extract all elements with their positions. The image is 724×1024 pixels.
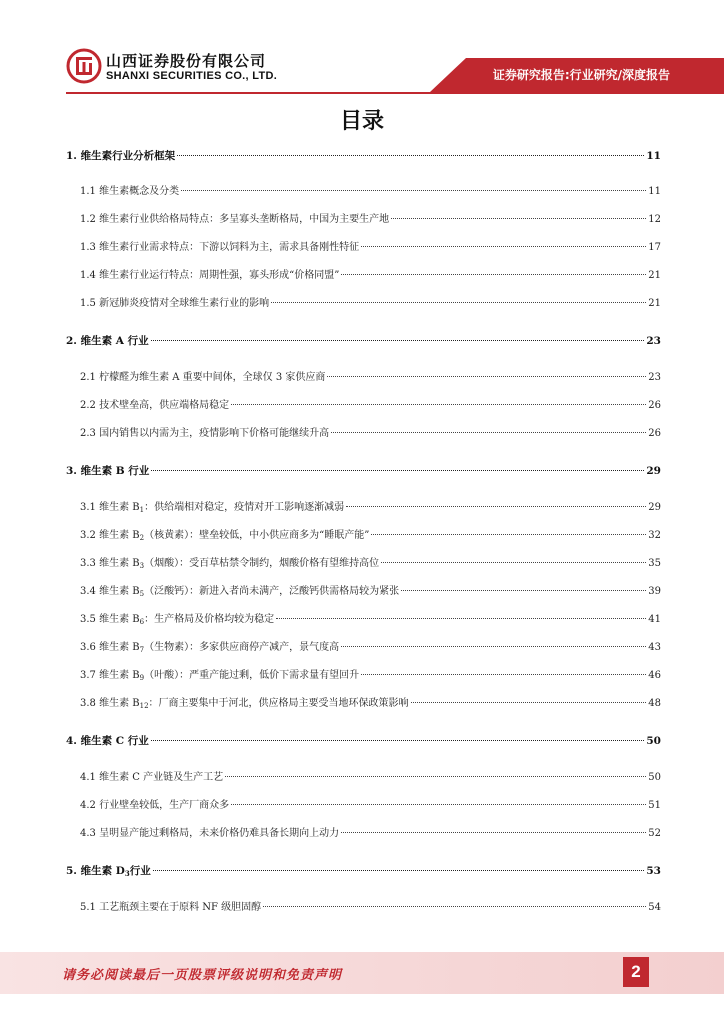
toc-dot-leader [346, 506, 646, 507]
toc-entry-text: 3. 维生素 B 行业 [66, 465, 150, 477]
toc-page-number: 29 [646, 465, 661, 477]
toc-entry-text: 1.4 维生素行业运行特点：周期性强，寡头形成“价格同盟” [80, 270, 340, 281]
toc-dot-leader [341, 832, 646, 833]
toc-chapter-entry[interactable] [66, 148, 661, 164]
toc-dot-leader [361, 246, 646, 247]
toc-chapter-entry[interactable] [66, 733, 661, 749]
toc-entry-subscript: 6 [139, 618, 145, 626]
toc-page-number: 51 [648, 800, 661, 811]
toc-section-entry[interactable] [80, 240, 661, 256]
toc-entry-subscript: 3 [124, 869, 130, 878]
toc-entry-text: 2.2 技术壁垒高，供应端格局稳定 [80, 400, 230, 411]
toc-dot-leader [231, 804, 646, 805]
toc-section-entry[interactable] [80, 370, 661, 386]
toc-page-number: 43 [648, 642, 661, 653]
toc-entry-text: 4.3 呈明显产能过剩格局，未来价格仍难具备长期向上动力 [80, 828, 340, 839]
toc-page-number: 12 [648, 214, 661, 225]
toc-dot-leader [151, 740, 645, 741]
toc-page-number: 32 [648, 530, 661, 541]
toc-entry-subscript: 3 [139, 562, 145, 570]
toc-page-number: 11 [648, 186, 661, 197]
toc-entry-subscript: 7 [139, 646, 145, 654]
toc-section-entry[interactable] [80, 798, 661, 814]
toc-entry-text: 3.8 维生素 $B_{12}$：厂商主要集中于河北，供应格局主要受当地环保政策影响 [80, 698, 409, 710]
toc-page-number: 21 [648, 298, 661, 309]
toc-dot-leader [331, 432, 646, 433]
toc-page-number: 26 [648, 428, 661, 439]
toc-dot-leader [231, 404, 646, 405]
page-number: 2 [623, 957, 649, 987]
toc-page-number: 54 [648, 902, 661, 913]
company-logo [66, 48, 102, 84]
toc-section-entry[interactable] [80, 268, 661, 284]
toc-entry-text: 3.6 维生素 $B_7$（生物素）：多家供应商停产减产，景气度高 [80, 642, 340, 654]
toc-dot-leader [381, 562, 646, 563]
toc-dot-leader [327, 376, 646, 377]
report-type-label: 证券研究报告:行业研究/深度报告 [492, 68, 670, 82]
company-name-cn: 山西证券股份有限公司 [106, 52, 267, 70]
toc-page-number: 26 [648, 400, 661, 411]
toc-page-number: 23 [648, 372, 661, 383]
toc-entry-text: 3.4 维生素 $B_5$（泛酸钙）：新进入者尚未满产，泛酸钙供需格局较为紧张 [80, 586, 400, 598]
toc-dot-leader [153, 870, 645, 871]
toc-entry-text: 4.2 行业壁垒较低，生产厂商众多 [80, 800, 230, 811]
toc-dot-leader [341, 274, 646, 275]
toc-section-entry[interactable] [80, 398, 661, 414]
toc-page-number: 39 [648, 586, 661, 597]
toc-entry-text: 4. 维生素 C 行业 [66, 735, 149, 747]
toc-entry-subscript: 12 [139, 702, 149, 710]
toc-section-entry[interactable] [80, 612, 661, 628]
toc-section-entry[interactable] [80, 584, 661, 600]
toc-page-number: 48 [648, 698, 661, 709]
toc-chapter-entry[interactable] [66, 863, 661, 879]
toc-section-entry[interactable] [80, 184, 661, 200]
toc-page-number: 52 [648, 828, 661, 839]
toc-chapter-entry[interactable] [66, 463, 661, 479]
toc-entry-text: 3.1 维生素 $B_1$：供给端相对稳定，疫情对开工影响逐渐减弱 [80, 502, 345, 514]
toc-section-entry[interactable] [80, 770, 661, 786]
toc-entry-subscript: 5 [139, 590, 145, 598]
toc-page-number: 29 [648, 502, 661, 513]
footer-disclaimer: 请务必阅读最后一页股票评级说明和免责声明 [62, 968, 343, 983]
toc-page-number: 21 [648, 270, 661, 281]
toc-entry-text: 1.5 新冠肺炎疫情对全球维生素行业的影响 [80, 298, 270, 309]
toc-dot-leader [276, 618, 646, 619]
toc-dot-leader [361, 674, 646, 675]
toc-entry-subscript: 1 [139, 506, 145, 514]
toc-dot-leader [263, 906, 646, 907]
toc-section-entry[interactable] [80, 696, 661, 712]
toc-section-entry[interactable] [80, 296, 661, 312]
toc-entry-text: 5. 维生素 $D_3$行业 [66, 865, 151, 878]
toc-section-entry[interactable] [80, 826, 661, 842]
toc-page-number: 35 [648, 558, 661, 569]
toc-section-entry[interactable] [80, 426, 661, 442]
toc-entry-text: 1.1 维生素概念及分类 [80, 186, 180, 197]
toc-entry-subscript: 2 [139, 534, 145, 542]
toc-dot-leader [225, 776, 646, 777]
toc-dot-leader [371, 534, 646, 535]
toc-dot-leader [391, 218, 646, 219]
toc-entry-subscript: 9 [139, 674, 145, 682]
toc-page-number: 50 [646, 735, 661, 747]
toc-entry-text: 5.1 工艺瓶颈主要在于原料 NF 级胆固醇 [80, 902, 262, 913]
header-divider [66, 92, 724, 94]
toc-section-entry[interactable] [80, 212, 661, 228]
toc-dot-leader [401, 590, 646, 591]
toc-entry-text: 1. 维生素行业分析框架 [66, 150, 176, 162]
toc-entry-text: 1.2 维生素行业供给格局特点：多呈寡头垄断格局，中国为主要生产地 [80, 214, 390, 225]
toc-entry-text: 4.1 维生素 C 产业链及生产工艺 [80, 772, 224, 783]
toc-entry-text: 3.5 维生素 $B_6$：生产格局及价格均较为稳定 [80, 614, 275, 626]
toc-entry-text: 3.7 维生素 $B_9$（叶酸）：严重产能过剩，低价下需求量有望回升 [80, 670, 360, 682]
company-name-en: SHANXI SECURITIES CO., LTD. [106, 70, 278, 82]
toc-section-entry[interactable] [80, 500, 661, 516]
toc-dot-leader [151, 470, 644, 471]
toc-page-number: 17 [648, 242, 661, 253]
toc-section-entry[interactable] [80, 640, 661, 656]
toc-page-number: 53 [646, 865, 661, 877]
toc-entry-text: 2. 维生素 A 行业 [66, 335, 149, 347]
toc-page-number: 11 [646, 150, 661, 162]
toc-section-entry[interactable] [80, 668, 661, 684]
toc-entry-text: 2.1 柠檬醛为维生素 A 重要中间体，全球仅 3 家供应商 [80, 372, 326, 383]
toc-dot-leader [181, 190, 646, 191]
toc-section-entry[interactable] [80, 900, 661, 916]
toc-entry-text: 3.3 维生素 $B_3$（烟酸）：受百草枯禁令制约，烟酸价格有望维持高位 [80, 558, 380, 570]
toc-dot-leader [271, 302, 646, 303]
toc-section-entry[interactable] [80, 556, 661, 572]
toc-page-number: 41 [648, 614, 661, 625]
toc-dot-leader [341, 646, 646, 647]
toc-title: 目录 [339, 109, 384, 134]
toc-entry-text: 2.3 国内销售以内需为主，疫情影响下价格可能继续升高 [80, 428, 330, 439]
toc-dot-leader [151, 340, 645, 341]
toc-dot-leader [411, 702, 647, 703]
toc-section-entry[interactable] [80, 528, 661, 544]
toc-entry-text: 3.2 维生素 $B_2$（核黄素）：壁垒较低，中小供应商多为“睡眠产能” [80, 530, 370, 542]
toc-page-number: 23 [646, 335, 661, 347]
toc-page-number: 50 [648, 772, 661, 783]
toc-entry-text: 1.3 维生素行业需求特点：下游以饲料为主，需求具备刚性特征 [80, 242, 360, 253]
toc-chapter-entry[interactable] [66, 333, 661, 349]
toc-page-number: 46 [648, 670, 661, 681]
toc-dot-leader [177, 155, 644, 156]
